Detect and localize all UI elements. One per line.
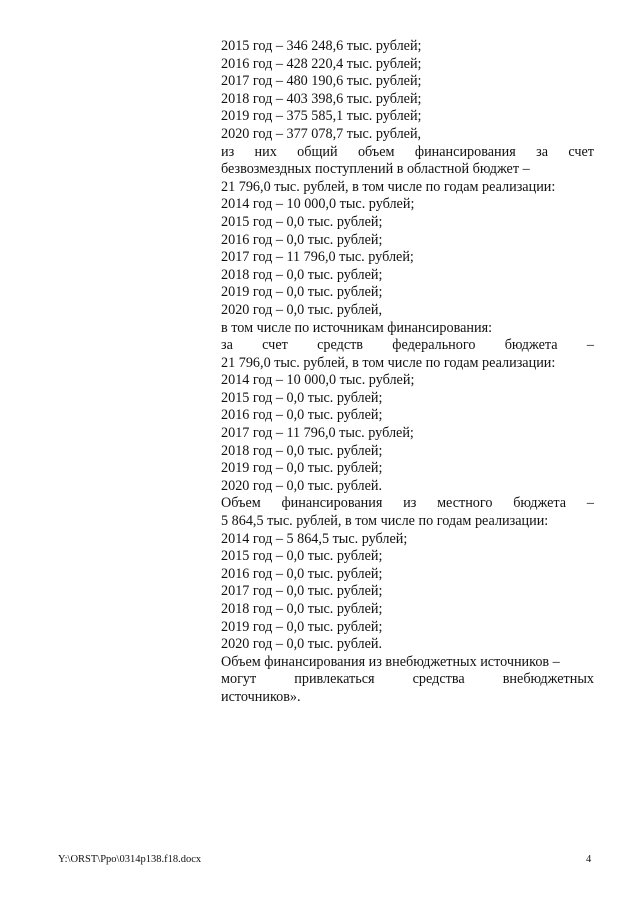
word: внебюджетных	[502, 671, 594, 688]
justified-line	[221, 337, 594, 355]
text-line: Объем финансирования из внебюджетных источников –	[221, 653, 560, 670]
footer-file-path: Y:\ORST\Ppo\0314p138.f18.docx	[58, 854, 202, 865]
federal-budget-paragraph	[221, 337, 594, 372]
word: –	[586, 337, 594, 354]
word: местного	[437, 495, 493, 512]
word: бюджета	[513, 495, 567, 512]
year-line: 2015 год – 346 248,6 тыс. рублей;	[221, 38, 422, 54]
word: них	[254, 143, 277, 160]
word: объем	[357, 143, 395, 160]
text-line: 21 796,0 тыс. рублей, в том числе по годам реализации:	[221, 178, 556, 195]
year-line: 2017 год – 0,0 тыс. рублей;	[221, 583, 383, 600]
text-line: 5 864,5 тыс. рублей, в том числе по годам реализации:	[221, 513, 549, 530]
year-line: 2016 год – 0,0 тыс. рублей;	[221, 565, 383, 582]
year-line: 2015 год – 0,0 тыс. рублей;	[221, 213, 383, 230]
word: из	[403, 495, 417, 512]
year-line: 2019 год – 375 585,1 тыс. рублей;	[221, 108, 422, 125]
year-line: 2019 год – 0,0 тыс. рублей;	[221, 284, 383, 301]
year-line: 2019 год – 0,0 тыс. рублей;	[221, 460, 383, 477]
word: средства	[412, 671, 465, 688]
year-line: 2020 год – 377 078,7 тыс. рублей,	[221, 125, 422, 142]
year-line: 2017 год – 11 796,0 тыс. рублей;	[221, 249, 414, 266]
word: бюджета	[504, 337, 558, 354]
word: –	[586, 495, 594, 512]
year-line: 2014 год – 10 000,0 тыс. рублей;	[221, 196, 415, 213]
word: счет	[262, 337, 288, 354]
gratuitous-receipts-paragraph	[221, 144, 594, 197]
federal-by-year-list	[221, 372, 594, 495]
word: федерального	[392, 337, 476, 354]
word: за	[221, 337, 233, 354]
sources-intro: в том числе по источникам финансирования:	[221, 319, 493, 336]
extrabudgetary-paragraph	[221, 654, 594, 707]
word: могут	[221, 671, 257, 688]
year-line: 2020 год – 0,0 тыс. рублей.	[221, 636, 383, 653]
word: за	[536, 143, 548, 160]
year-line: 2020 год – 0,0 тыс. рублей.	[221, 477, 383, 494]
local-by-year-list	[221, 531, 594, 654]
document-body	[221, 38, 594, 707]
word: общий	[297, 143, 338, 160]
gratuitous-by-year-list	[221, 196, 594, 319]
justified-line	[221, 671, 594, 689]
year-line: 2016 год – 0,0 тыс. рублей;	[221, 407, 383, 424]
year-line: 2015 год – 0,0 тыс. рублей;	[221, 548, 383, 565]
year-line: 2017 год – 11 796,0 тыс. рублей;	[221, 425, 414, 442]
page-number: 4	[586, 854, 592, 865]
justified-line	[221, 495, 594, 513]
year-line: 2014 год – 5 864,5 тыс. рублей;	[221, 530, 408, 547]
text-line: безвозмездных поступлений в областной бюджет –	[221, 161, 530, 178]
word: из	[221, 143, 235, 160]
year-line: 2020 год – 0,0 тыс. рублей,	[221, 301, 383, 318]
year-line: 2015 год – 0,0 тыс. рублей;	[221, 389, 383, 406]
year-line: 2018 год – 0,0 тыс. рублей;	[221, 266, 383, 283]
local-budget-paragraph	[221, 495, 594, 530]
justified-line	[221, 144, 594, 162]
year-line: 2018 год – 0,0 тыс. рублей;	[221, 442, 383, 459]
year-line: 2018 год – 0,0 тыс. рублей;	[221, 601, 383, 617]
word: Объем	[221, 495, 261, 512]
word: финансирования	[281, 495, 383, 512]
word: финансирования	[414, 143, 516, 160]
text-line: 21 796,0 тыс. рублей, в том числе по годам реализации:	[221, 354, 556, 371]
year-line: 2014 год – 10 000,0 тыс. рублей;	[221, 372, 415, 389]
year-line: 2019 год – 0,0 тыс. рублей;	[221, 618, 383, 635]
year-line: 2016 год – 428 220,4 тыс. рублей;	[221, 55, 422, 72]
year-line: 2016 год – 0,0 тыс. рублей;	[221, 231, 383, 248]
year-line: 2018 год – 403 398,6 тыс. рублей;	[221, 90, 422, 107]
word: средств	[317, 337, 364, 354]
word: счет	[568, 143, 594, 160]
word: привлекаться	[294, 671, 375, 688]
text-line: источников».	[221, 688, 301, 705]
year-line: 2017 год – 480 190,6 тыс. рублей;	[221, 73, 422, 90]
funding-by-year-list	[221, 38, 594, 144]
